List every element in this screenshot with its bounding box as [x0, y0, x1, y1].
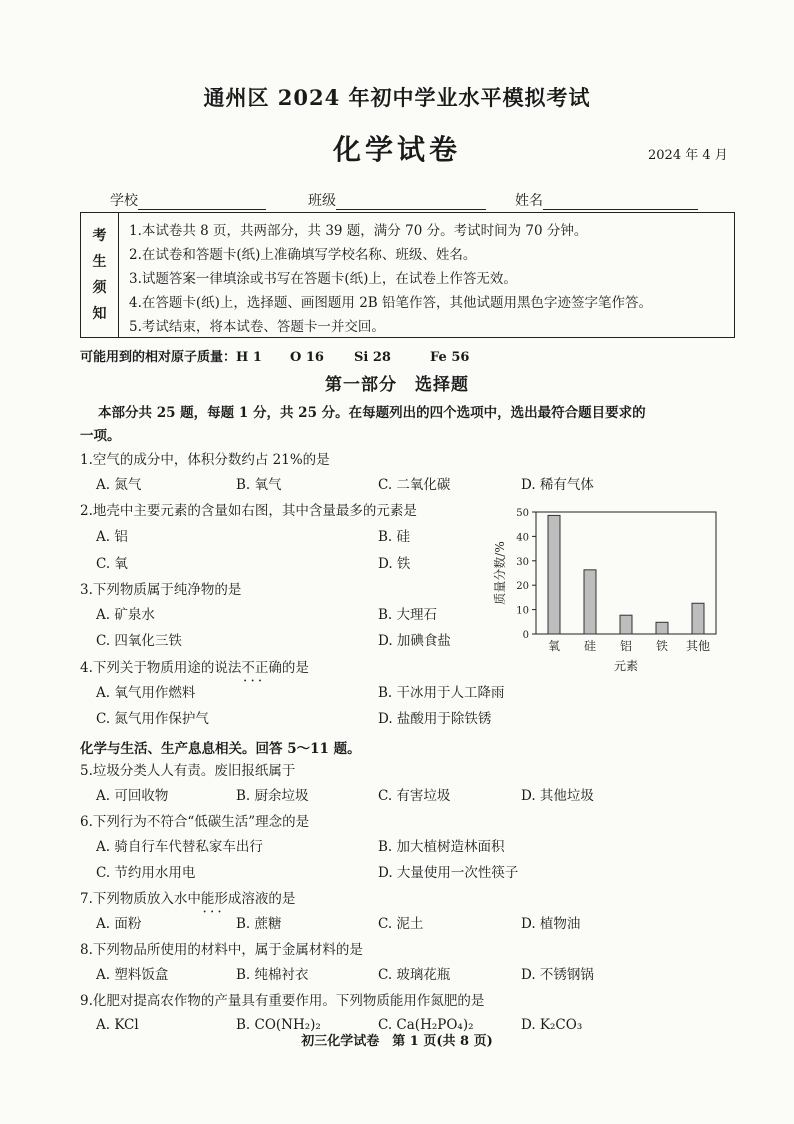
q4-option-c: C. 氮气用作保护气	[96, 711, 209, 727]
q4-option-b: B. 干冰用于人工降雨	[378, 685, 505, 701]
name-label: 姓名	[515, 193, 543, 209]
atomic-mass-si: Si 28	[354, 350, 391, 365]
q8-option-b: B. 纯棉衬衣	[236, 967, 309, 983]
q6-stem: 6.下列行为不符合“低碳生活”理念的是	[80, 814, 310, 830]
bar-1	[548, 515, 560, 634]
q8-stem: 8.下列物品所使用的材料中，属于金属材料的是	[80, 942, 363, 958]
x-tick-label: 氧	[547, 639, 561, 653]
q3-option-a: A. 矿泉水	[96, 607, 155, 623]
q7-option-d: D. 植物油	[521, 916, 581, 932]
school-blank	[138, 195, 266, 210]
q7-option-b: B. 蔗糖	[236, 916, 282, 932]
q1-option-a: A. 氮气	[96, 477, 142, 493]
y-tick-label: 40	[516, 532, 529, 544]
x-axis-label: 元素	[613, 659, 639, 673]
notice-side-label	[81, 213, 119, 337]
notice-line-1: 1.本试卷共 8 页，共两部分，共 39 题，满分 70 分。考试时间为 70 分钟。	[129, 223, 588, 239]
bar-3	[620, 615, 632, 634]
q4-option-a: A. 氧气用作燃料	[96, 685, 196, 701]
q6-option-a: A. 骑自行车代替私家车出行	[96, 839, 263, 855]
q3-option-b: B. 大理石	[378, 607, 438, 623]
q2-option-d: D. 铁	[378, 556, 411, 572]
q2-option-c: C. 氧	[96, 556, 128, 572]
q1-option-c: C. 二氧化碳	[378, 477, 451, 493]
q7-option-a: A. 面粉	[96, 916, 142, 932]
q8-option-d: D. 不锈钢锅	[521, 967, 594, 983]
class-field	[308, 190, 486, 210]
q7-option-c: C. 泥土	[378, 916, 424, 932]
q8-option-c: C. 玻璃花瓶	[378, 967, 451, 983]
q6-option-b: B. 加大植树造林面积	[378, 839, 505, 855]
crust-element-chart	[488, 500, 728, 680]
name-blank	[543, 195, 698, 210]
q9-option-b: B. CO(NH₂)₂	[236, 1017, 321, 1033]
q5-stem: 5.垃圾分类人人有责。废旧报纸属于	[80, 763, 296, 779]
q1-option-d: D. 稀有气体	[521, 477, 594, 493]
atomic-mass-fe: Fe 56	[430, 350, 470, 365]
q5-option-c: C. 有害垃圾	[378, 788, 451, 804]
q9-option-a: A. KCl	[96, 1017, 139, 1033]
y-tick-label: 20	[516, 581, 529, 593]
subject-title: 化学试卷	[332, 133, 461, 166]
notice-char-1: 考	[92, 228, 107, 244]
q2-option-a: A. 铝	[96, 529, 128, 545]
x-tick-label: 铁	[655, 639, 669, 653]
candidate-notice-box	[80, 212, 735, 338]
q7-stem	[80, 890, 295, 908]
q5-option-a: A. 可回收物	[96, 788, 169, 804]
q4-stem	[80, 659, 309, 677]
q6-option-d: D. 大量使用一次性筷子	[378, 865, 519, 881]
y-axis-label: 质量分数/%	[493, 541, 507, 605]
notice-char-4: 知	[92, 306, 107, 322]
q2-stem: 2.地壳中主要元素的含量如右图，其中含量最多的元素是	[80, 503, 417, 519]
q4-stem-emphasis: 不正确 • • •	[241, 660, 282, 676]
notice-char-2: 生	[92, 254, 107, 270]
q9-option-d: D. K₂CO₃	[521, 1017, 583, 1033]
q4-option-d: D. 盐酸用于除铁锈	[378, 711, 492, 727]
q7-stem-emphasis: 能形 • • •	[201, 891, 228, 907]
part-one-title: 第一部分 选择题	[325, 375, 469, 395]
class-label: 班级	[308, 193, 336, 209]
q4-stem-part-a: 4.下列关于物质用途的说法	[80, 660, 242, 676]
q5-option-b: B. 厨余垃圾	[236, 788, 309, 804]
q3-option-c: C. 四氧化三铁	[96, 633, 182, 649]
q8-option-a: A. 塑料饭盒	[96, 967, 169, 983]
q7-stem-part-b: 成溶液的是	[227, 891, 296, 907]
q9-option-c: C. Ca(H₂PO₄)₂	[378, 1017, 474, 1033]
notice-char-3: 须	[92, 280, 107, 296]
q9-stem: 9.化肥对提高农作物的产量具有重要作用。下列物质能用作氮肥的是	[80, 993, 485, 1009]
atomic-mass-o: O 16	[290, 350, 324, 365]
part-one-intro-1: 本部分共 25 题，每题 1 分，共 25 分。在每题列出的四个选项中，选出最符合题目要求的	[98, 405, 646, 421]
y-tick-label: 10	[516, 605, 529, 617]
question-group-intro: 化学与生活、生产息息相关。回答 5～11 题。	[80, 741, 361, 757]
q6-option-c: C. 节约用水用电	[96, 865, 196, 881]
bar-2	[584, 570, 596, 634]
q5-option-d: D. 其他垃圾	[521, 788, 594, 804]
y-tick-label: 50	[516, 508, 529, 519]
x-tick-label: 其他	[685, 639, 711, 653]
bar-4	[656, 622, 668, 634]
atomic-mass-label: 可能用到的相对原子质量：	[80, 350, 237, 365]
notice-line-3: 3.试题答案一律填涂或书写在答题卡(纸)上，在试卷上作答无效。	[129, 271, 517, 287]
bar-5	[692, 603, 704, 634]
notice-line-5: 5.考试结束，将本试卷、答题卡一并交回。	[129, 319, 385, 335]
name-field	[515, 190, 698, 210]
q4-stem-part-b: 的是	[281, 660, 309, 676]
school-field	[110, 190, 266, 210]
x-tick-label: 铝	[619, 639, 633, 653]
notice-line-4: 4.在答题卡(纸)上，选择题、画图题用 2B 铅笔作答，其他试题用黑色字迹签字笔作答。	[129, 295, 653, 311]
school-label: 学校	[110, 193, 138, 209]
page-footer: 初三化学试卷 第 1 页(共 8 页)	[301, 1034, 493, 1049]
atomic-mass-h: H 1	[236, 350, 262, 365]
q1-option-b: B. 氧气	[236, 477, 282, 493]
y-tick-label: 0	[522, 630, 529, 641]
class-blank	[336, 195, 486, 210]
q3-option-d: D. 加碘食盐	[378, 633, 451, 649]
q1-stem: 1.空气的成分中，体积分数约占 21%的是	[80, 452, 330, 468]
exam-title: 通州区 2024 年初中学业水平模拟考试	[203, 85, 591, 110]
y-tick-label: 30	[516, 556, 529, 568]
exam-date: 2024 年 4 月	[648, 148, 728, 163]
notice-line-2: 2.在试卷和答题卡(纸)上准确填写学校名称、班级、姓名。	[129, 247, 477, 263]
q7-stem-part-a: 7.下列物质放入水中	[80, 891, 201, 907]
q3-stem: 3.下列物质属于纯净物的是	[80, 582, 242, 598]
part-one-intro-2: 一项。	[80, 428, 121, 444]
x-tick-label: 硅	[583, 639, 597, 653]
atomic-mass-line	[80, 346, 469, 365]
q2-option-b: B. 硅	[378, 529, 411, 545]
